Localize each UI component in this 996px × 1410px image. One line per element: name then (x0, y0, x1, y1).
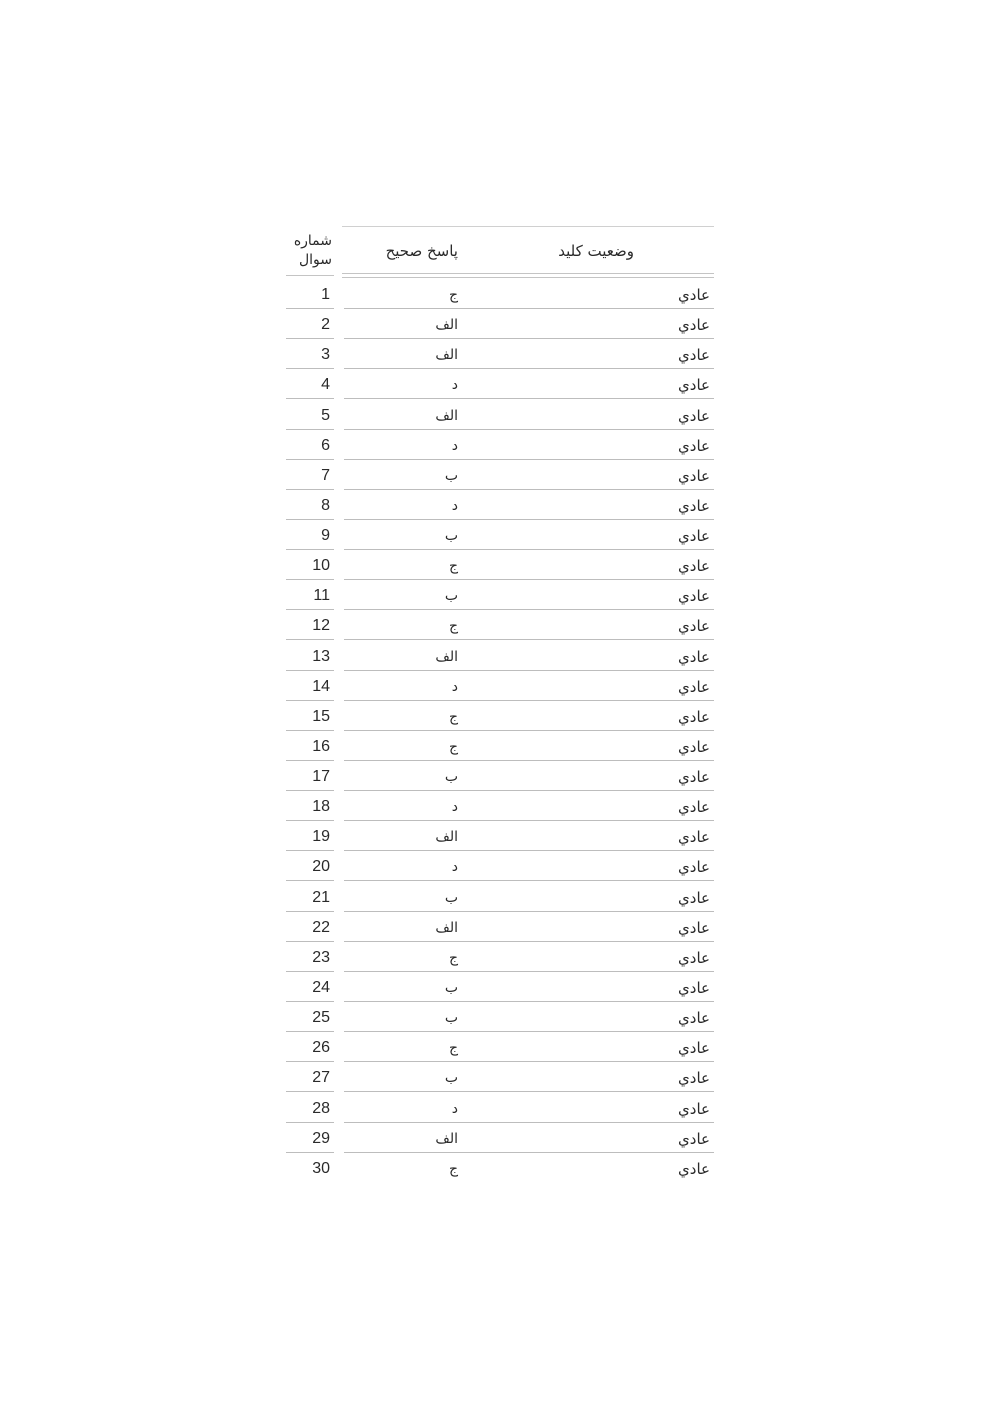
correct-answer-cell: الف (435, 1131, 458, 1147)
row-divider (462, 1122, 714, 1123)
table-row (286, 1033, 714, 1063)
table-row (286, 852, 714, 882)
correct-answer-cell: ب (444, 769, 458, 785)
row-divider (462, 609, 714, 610)
question-number-cell: 15 (312, 708, 330, 725)
correct-answer-cell: ج (448, 739, 458, 755)
row-divider (344, 338, 464, 339)
row-divider (344, 730, 464, 731)
row-divider (462, 971, 714, 972)
row-divider (344, 850, 464, 851)
correct-answer-cell: د (451, 377, 458, 393)
row-divider (286, 368, 334, 369)
table-row (286, 1124, 714, 1154)
row-divider (344, 308, 464, 309)
row-divider (462, 1091, 714, 1092)
question-number-cell: 27 (312, 1069, 330, 1086)
correct-answer-cell: ج (448, 1040, 458, 1056)
key-status-cell: عادي (678, 1130, 710, 1148)
question-number-cell: 12 (312, 617, 330, 634)
row-divider (462, 880, 714, 881)
key-status-cell: عادي (678, 376, 710, 394)
key-status-cell: عادي (678, 407, 710, 425)
table-row (286, 792, 714, 822)
row-divider (462, 519, 714, 520)
row-divider (344, 579, 464, 580)
question-number-cell: 5 (321, 407, 330, 424)
row-divider (344, 941, 464, 942)
row-divider (286, 549, 334, 550)
key-status-cell: عادي (678, 497, 710, 515)
row-divider (462, 429, 714, 430)
key-status-cell: عادي (678, 346, 710, 364)
correct-answer-cell: د (451, 679, 458, 695)
row-divider (286, 308, 334, 309)
row-divider (286, 459, 334, 460)
key-status-cell: عادي (678, 286, 710, 304)
question-number-cell: 11 (313, 587, 330, 604)
correct-answer-cell: الف (435, 829, 458, 845)
key-status-cell: عادي (678, 828, 710, 846)
key-status-cell: عادي (678, 648, 710, 666)
question-number-cell: 8 (321, 497, 330, 514)
key-status-cell: عادي (678, 889, 710, 907)
table-row (286, 401, 714, 431)
row-divider (462, 820, 714, 821)
correct-answer-cell: ب (444, 1070, 458, 1086)
question-number-cell: 26 (312, 1039, 330, 1056)
correct-answer-cell: ج (448, 1161, 458, 1177)
row-divider (344, 429, 464, 430)
correct-answer-cell: ب (444, 528, 458, 544)
question-number-cell: 18 (312, 798, 330, 815)
table-row (286, 280, 714, 310)
key-status-cell: عادي (678, 1069, 710, 1087)
question-number-cell: 20 (312, 858, 330, 875)
row-divider (344, 549, 464, 550)
correct-answer-cell: الف (435, 317, 458, 333)
row-divider (344, 368, 464, 369)
row-divider (286, 639, 334, 640)
row-divider (344, 459, 464, 460)
row-divider (286, 1001, 334, 1002)
row-divider (462, 911, 714, 912)
key-status-cell: عادي (678, 437, 710, 455)
row-divider (286, 790, 334, 791)
question-number-cell: 30 (312, 1160, 330, 1177)
correct-answer-cell: د (451, 859, 458, 875)
row-divider (286, 670, 334, 671)
row-divider (344, 489, 464, 490)
row-divider (344, 670, 464, 671)
correct-answer-cell: ب (444, 588, 458, 604)
row-divider (462, 1031, 714, 1032)
row-divider (286, 700, 334, 701)
question-number-cell: 25 (312, 1009, 330, 1026)
row-divider (462, 941, 714, 942)
row-divider (344, 880, 464, 881)
row-divider (344, 519, 464, 520)
table-row (286, 672, 714, 702)
row-divider (344, 790, 464, 791)
question-number-cell: 28 (312, 1100, 330, 1117)
table-row (286, 340, 714, 370)
row-divider (286, 579, 334, 580)
table-row (286, 943, 714, 973)
key-status-cell: عادي (678, 1009, 710, 1027)
question-number-cell: 17 (312, 768, 330, 785)
correct-answer-cell: ب (444, 980, 458, 996)
question-number-cell: 24 (312, 979, 330, 996)
header-double-rule (342, 273, 714, 278)
question-number-cell: 6 (321, 437, 330, 454)
table-row (286, 883, 714, 913)
question-number-cell: 2 (321, 316, 330, 333)
question-number-cell: 13 (312, 648, 330, 665)
row-divider (462, 338, 714, 339)
row-divider (344, 911, 464, 912)
question-number-cell: 22 (312, 919, 330, 936)
row-divider (462, 730, 714, 731)
table-row (286, 431, 714, 461)
row-divider (344, 1061, 464, 1062)
correct-answer-cell: ب (444, 468, 458, 484)
row-divider (286, 1152, 334, 1153)
correct-answer-cell: الف (435, 408, 458, 424)
key-status-cell: عادي (678, 617, 710, 635)
key-status-cell: عادي (678, 557, 710, 575)
question-number-cell: 9 (321, 527, 330, 544)
row-divider (286, 760, 334, 761)
question-number-cell: 10 (312, 557, 330, 574)
correct-answer-cell: د (451, 1101, 458, 1117)
row-divider (344, 609, 464, 610)
header-question-number: شماره سوال (293, 233, 332, 268)
key-status-cell: عادي (678, 678, 710, 696)
question-number-cell: 4 (321, 376, 330, 393)
row-divider (286, 880, 334, 881)
table-row (286, 611, 714, 641)
row-divider (286, 398, 334, 399)
row-divider (344, 1001, 464, 1002)
correct-answer-cell: ب (444, 1010, 458, 1026)
question-number-cell: 19 (312, 828, 330, 845)
row-divider (462, 308, 714, 309)
table-row (286, 461, 714, 491)
row-divider (462, 579, 714, 580)
row-divider (286, 1061, 334, 1062)
row-divider (286, 1122, 334, 1123)
header-rule-number-column (286, 275, 334, 276)
key-status-cell: عادي (678, 919, 710, 937)
table-row (286, 732, 714, 762)
question-number-cell: 23 (312, 949, 330, 966)
row-divider (462, 489, 714, 490)
correct-answer-cell: ج (448, 287, 458, 303)
row-divider (286, 971, 334, 972)
question-number-cell: 3 (321, 346, 330, 363)
key-status-cell: عادي (678, 798, 710, 816)
row-divider (286, 1031, 334, 1032)
table-row (286, 491, 714, 521)
table-row (286, 310, 714, 340)
row-divider (286, 850, 334, 851)
row-divider (462, 368, 714, 369)
table-row (286, 913, 714, 943)
table-row (286, 521, 714, 551)
question-number-cell: 21 (312, 889, 330, 906)
table-header (286, 226, 714, 276)
row-divider (462, 700, 714, 701)
question-number-cell: 16 (312, 738, 330, 755)
header-correct-answer: پاسخ صحيح (385, 242, 458, 260)
row-divider (286, 338, 334, 339)
key-status-cell: عادي (678, 316, 710, 334)
row-divider (344, 398, 464, 399)
key-status-cell: عادي (678, 979, 710, 997)
row-divider (286, 911, 334, 912)
table-row (286, 551, 714, 581)
correct-answer-cell: ب (444, 890, 458, 906)
row-divider (286, 730, 334, 731)
row-divider (462, 790, 714, 791)
row-divider (344, 1091, 464, 1092)
row-divider (462, 760, 714, 761)
row-divider (462, 549, 714, 550)
key-status-cell: عادي (678, 1100, 710, 1118)
row-divider (286, 489, 334, 490)
table-row (286, 702, 714, 732)
table-row (286, 370, 714, 400)
correct-answer-cell: ج (448, 618, 458, 634)
question-number-cell: 1 (321, 286, 330, 303)
table-row (286, 1094, 714, 1124)
row-divider (462, 459, 714, 460)
table-row (286, 581, 714, 611)
table-row (286, 973, 714, 1003)
row-divider (286, 519, 334, 520)
correct-answer-cell: ج (448, 709, 458, 725)
row-divider (286, 429, 334, 430)
question-number-cell: 14 (312, 678, 330, 695)
correct-answer-cell: د (451, 498, 458, 514)
key-status-cell: عادي (678, 587, 710, 605)
row-divider (344, 760, 464, 761)
table-row (286, 1003, 714, 1033)
row-divider (462, 670, 714, 671)
correct-answer-cell: الف (435, 920, 458, 936)
table-row (286, 1063, 714, 1093)
table-row (286, 822, 714, 852)
table-row (286, 762, 714, 792)
table-row (286, 642, 714, 672)
correct-answer-cell: الف (435, 649, 458, 665)
row-divider (344, 1122, 464, 1123)
row-divider (286, 820, 334, 821)
correct-answer-cell: ج (448, 950, 458, 966)
key-status-cell: عادي (678, 708, 710, 726)
key-status-cell: عادي (678, 949, 710, 967)
correct-answer-cell: الف (435, 347, 458, 363)
correct-answer-cell: د (451, 438, 458, 454)
row-divider (462, 1001, 714, 1002)
row-divider (286, 941, 334, 942)
key-status-cell: عادي (678, 858, 710, 876)
key-status-cell: عادي (678, 527, 710, 545)
row-divider (344, 971, 464, 972)
row-divider (462, 850, 714, 851)
key-status-cell: عادي (678, 768, 710, 786)
row-divider (344, 820, 464, 821)
header-key-status: وضعيت كليد (558, 242, 634, 260)
row-divider (462, 1152, 714, 1153)
row-divider (344, 1152, 464, 1153)
key-status-cell: عادي (678, 1039, 710, 1057)
row-divider (344, 639, 464, 640)
key-status-cell: عادي (678, 1160, 710, 1178)
question-number-cell: 29 (312, 1130, 330, 1147)
row-divider (344, 1031, 464, 1032)
row-divider (344, 700, 464, 701)
row-divider (286, 1091, 334, 1092)
question-number-cell: 7 (321, 467, 330, 484)
correct-answer-cell: ج (448, 558, 458, 574)
row-divider (462, 639, 714, 640)
row-divider (462, 398, 714, 399)
row-divider (462, 1061, 714, 1062)
row-divider (286, 609, 334, 610)
table-row (286, 1154, 714, 1184)
key-status-cell: عادي (678, 467, 710, 485)
key-status-cell: عادي (678, 738, 710, 756)
correct-answer-cell: د (451, 799, 458, 815)
